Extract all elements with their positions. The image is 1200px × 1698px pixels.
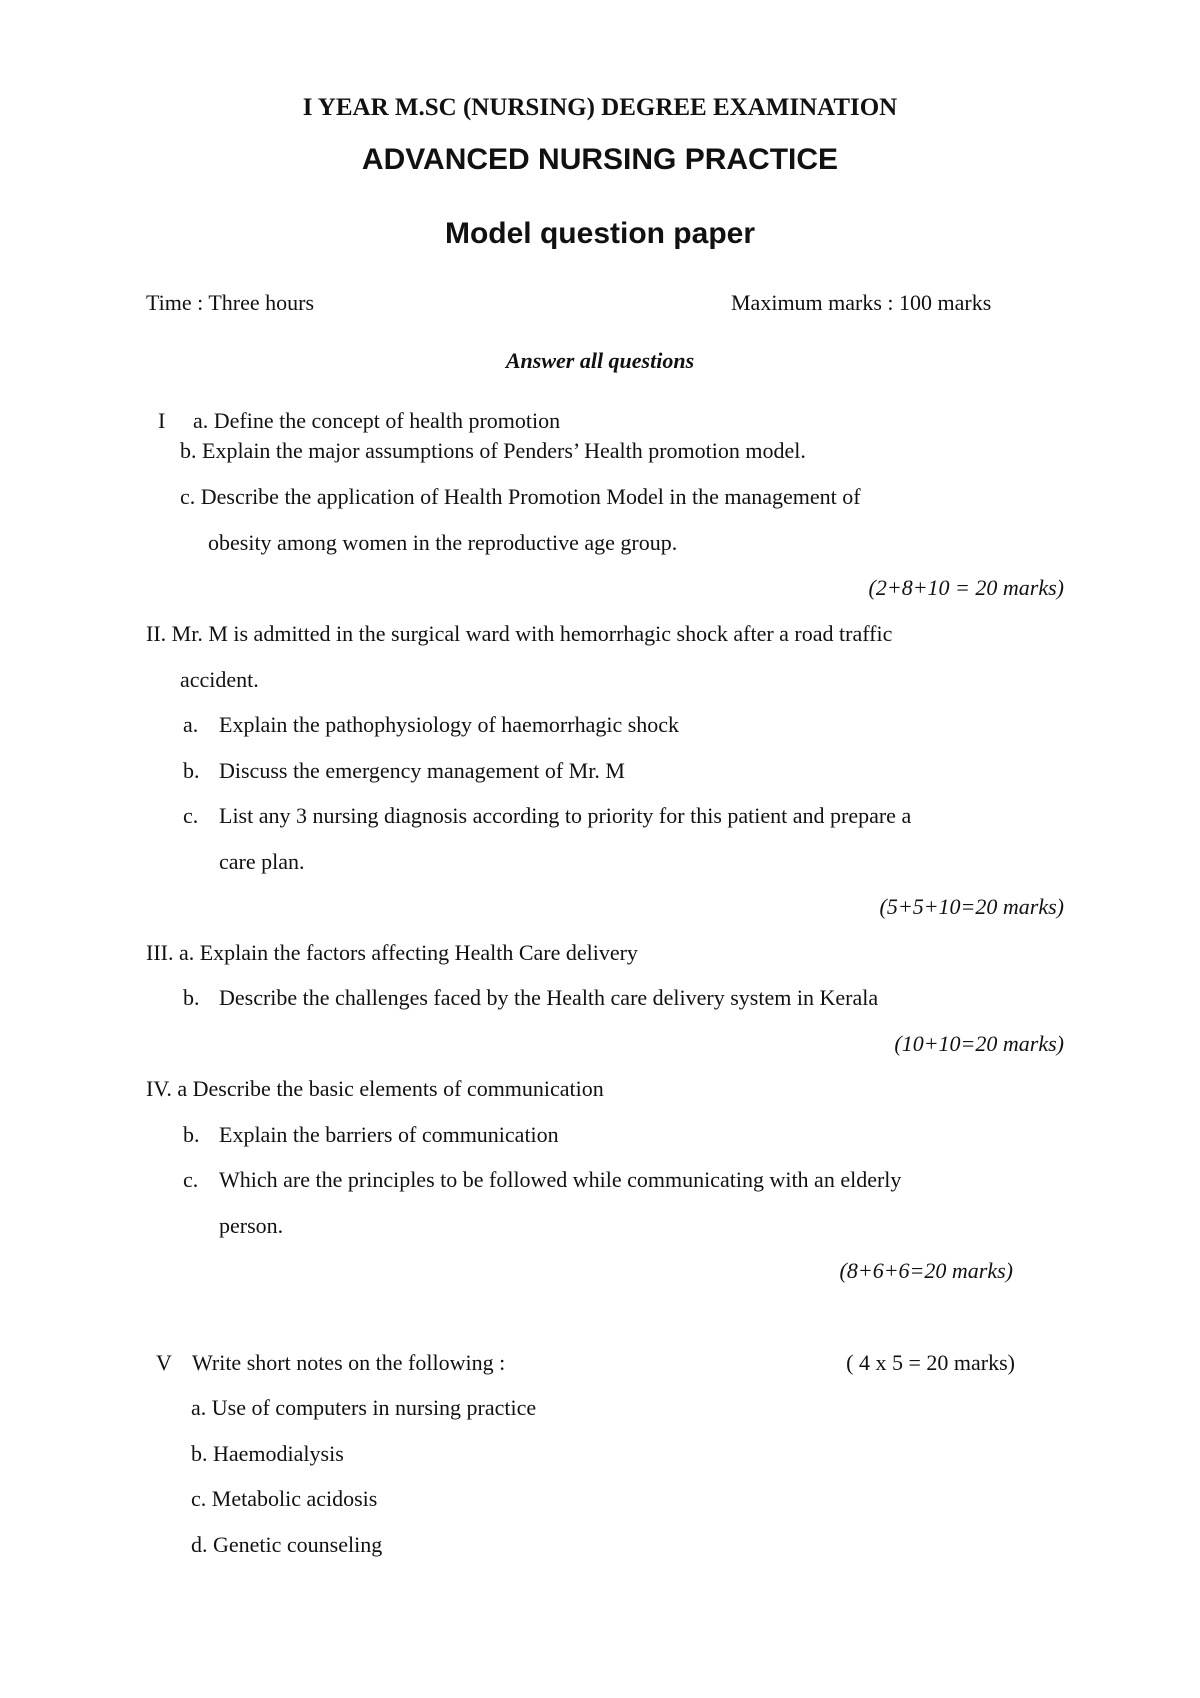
- q4-part-b-label: b.: [183, 1122, 200, 1147]
- exam-title: I YEAR M.SC (NURSING) DEGREE EXAMINATION: [302, 94, 898, 121]
- q3-part-a: III. a. Explain the factors affecting Health Care delivery: [146, 940, 638, 965]
- time-allowed: Time : Three hours: [146, 290, 315, 315]
- q2-part-c-line1: List any 3 nursing diagnosis according to priority for this patient and prepare a: [219, 803, 912, 828]
- q3-marks: (10+10=20 marks): [894, 1031, 1064, 1056]
- q5-part-a: a. Use of computers in nursing practice: [191, 1395, 537, 1420]
- q2-part-a-label: a.: [183, 712, 199, 737]
- instruction: Answer all questions: [505, 348, 695, 373]
- paper-type-title: Model question paper: [444, 217, 756, 250]
- q3-part-b-label: b.: [183, 985, 200, 1010]
- q4-part-b: Explain the barriers of communication: [219, 1122, 559, 1147]
- q5-part-d: d. Genetic counseling: [191, 1532, 383, 1557]
- q1-number: I: [158, 408, 166, 433]
- q4-part-c-label: c.: [183, 1167, 199, 1192]
- q2-part-a: Explain the pathophysiology of haemorrhagic shock: [219, 712, 680, 737]
- q2-part-c-line2: care plan.: [219, 849, 305, 874]
- q1-part-b: b. Explain the major assumptions of Penders’ Health promotion model.: [180, 438, 806, 463]
- q4-part-c-line2: person.: [219, 1213, 284, 1238]
- q1-part-c-line1: c. Describe the application of Health Promotion Model in the management of: [180, 484, 861, 509]
- q5-marks: ( 4 x 5 = 20 marks): [846, 1350, 1015, 1375]
- q2-stem-line2: accident.: [180, 667, 259, 692]
- q2-marks: (5+5+10=20 marks): [879, 894, 1064, 919]
- q4-marks: (8+6+6=20 marks): [839, 1258, 1013, 1283]
- q2-part-b: Discuss the emergency management of Mr. M: [219, 758, 625, 783]
- q1-marks: (2+8+10 = 20 marks): [868, 575, 1064, 600]
- subject-title: ADVANCED NURSING PRACTICE: [361, 143, 839, 176]
- q5-part-c: c. Metabolic acidosis: [191, 1486, 378, 1511]
- q2-stem-line1: II. Mr. M is admitted in the surgical ward with hemorrhagic shock after a road traffic: [146, 621, 893, 646]
- q4-part-a: IV. a Describe the basic elements of communication: [146, 1076, 604, 1101]
- q2-part-c-label: c.: [183, 803, 199, 828]
- q3-part-b: Describe the challenges faced by the Health care delivery system in Kerala: [219, 985, 879, 1010]
- q1-part-c-line2: obesity among women in the reproductive age group.: [208, 530, 678, 555]
- q5-part-b: b. Haemodialysis: [191, 1441, 344, 1466]
- q5-stem: Write short notes on the following :: [192, 1350, 506, 1375]
- q5-number: V: [156, 1350, 172, 1375]
- q4-part-c-line1: Which are the principles to be followed while communicating with an elderly: [219, 1167, 902, 1192]
- maximum-marks: Maximum marks : 100 marks: [731, 290, 992, 315]
- q2-part-b-label: b.: [183, 758, 200, 783]
- q1-part-a: a. Define the concept of health promotion: [193, 408, 561, 433]
